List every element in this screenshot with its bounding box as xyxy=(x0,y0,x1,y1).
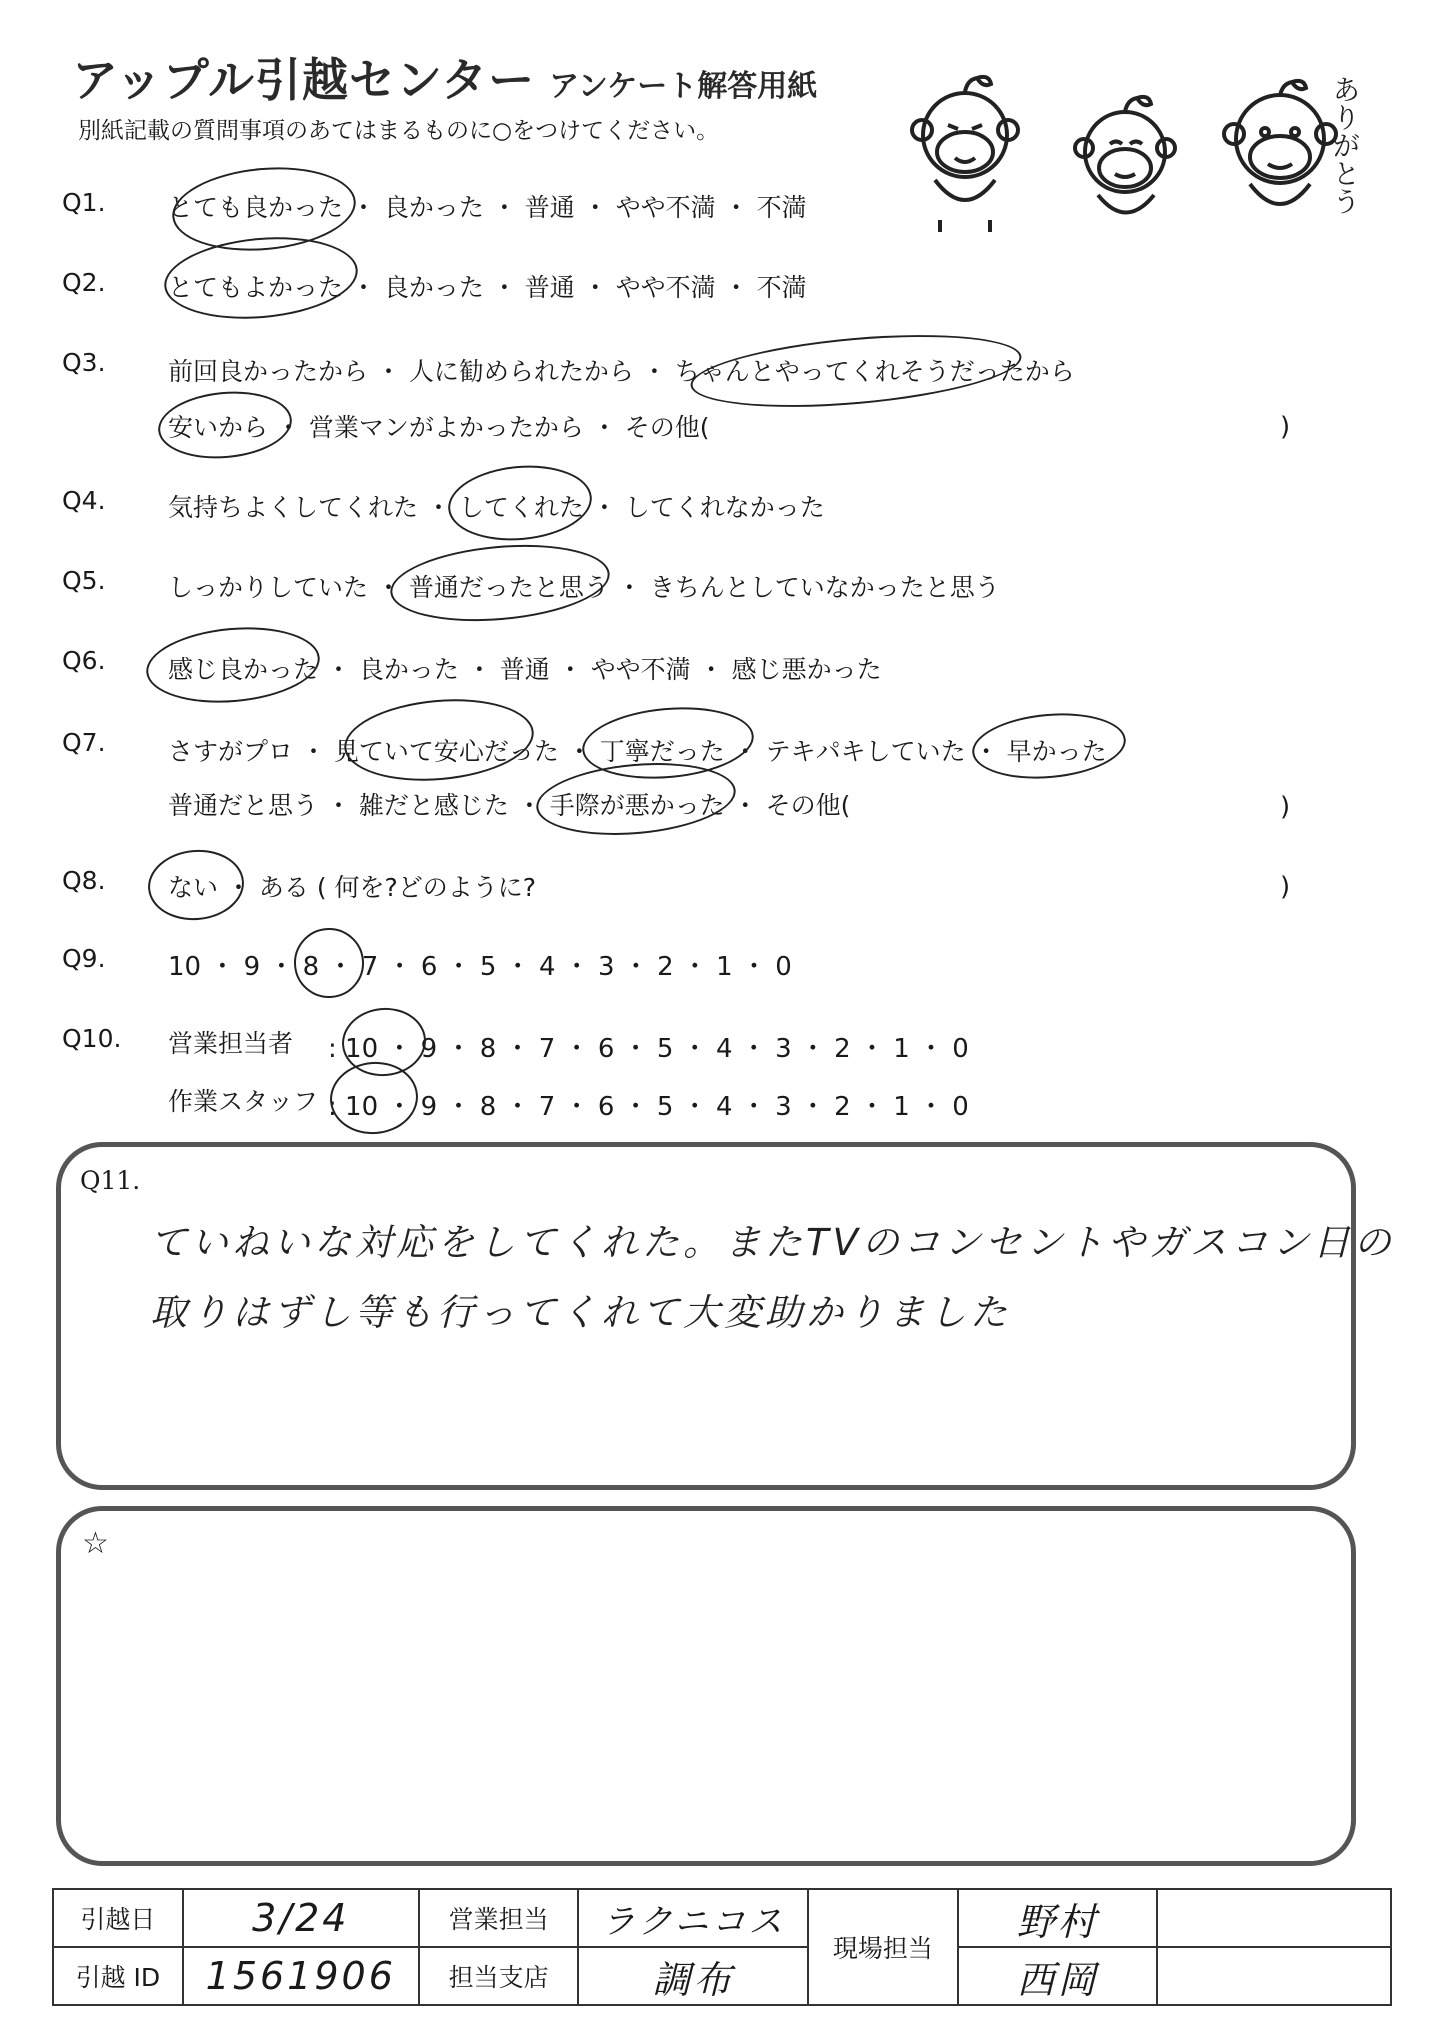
move-id-label: 引越 ID xyxy=(53,1947,183,2005)
move-date-value: 3/24 xyxy=(183,1889,419,1947)
q3-options-line2: 安いから ・ 営業マンがよかったから ・ その他( xyxy=(168,413,710,442)
q4-label: Q4. xyxy=(62,486,106,515)
site-rep-value-1: 野村 xyxy=(958,1889,1158,1947)
q9-answer-circle xyxy=(291,925,367,1001)
q5-label: Q5. xyxy=(62,566,106,595)
move-date-label: 引越日 xyxy=(53,1889,183,1947)
q9-label: Q9. xyxy=(62,944,106,973)
q2-answer-circle xyxy=(161,230,361,327)
empty-cell-1 xyxy=(1157,1889,1391,1947)
form-subtitle: アンケート解答用紙 xyxy=(549,69,818,104)
q10-sales-label: 営業担当者 xyxy=(168,1029,294,1058)
company-name: アップル引越センター xyxy=(72,53,536,107)
q7-answer-circle-4 xyxy=(533,755,738,842)
form-title xyxy=(72,44,817,110)
q11-label: Q11. xyxy=(80,1166,141,1195)
q7-options-line1: さすがプロ ・ 見ていて安心だった ・ 丁寧だった ・ テキパキしていた ・ 早かった xyxy=(168,737,1107,766)
q4-options: 気持ちよくしてくれた ・ してくれた ・ してくれなかった xyxy=(168,493,825,522)
instruction-text: 別紙記載の質問事項のあてはまるものに○をつけてください。 xyxy=(78,118,720,144)
q10-staff-scale: : 10 ・ 9 ・ 8 ・ 7 ・ 6 ・ 5 ・ 4 ・ 3 ・ 2 ・ 1 ・ 0 xyxy=(328,1092,969,1122)
q3-label: Q3. xyxy=(62,348,106,377)
mascot-caption: ありがとう xyxy=(1328,75,1362,215)
q6-options: 感じ良かった ・ 良かった ・ 普通 ・ やや不満 ・ 感じ悪かった xyxy=(168,655,882,684)
mascot-right xyxy=(1224,81,1336,204)
q8-options: ない ・ ある ( 何を?どのように? xyxy=(168,873,537,902)
q11-answer-line2: 取りはずし等も行ってくれて大変助かりました xyxy=(150,1291,1011,1334)
mascot-center xyxy=(1075,97,1175,213)
q5-options: しっかりしていた ・ 普通だったと思う ・ きちんとしていなかったと思う xyxy=(168,573,1000,602)
sales-rep-label: 営業担当 xyxy=(419,1889,579,1947)
empty-cell-2 xyxy=(1157,1947,1391,2005)
q11-answer-line1: ていねいな対応をしてくれた。またTVのコンセントやガスコン日の xyxy=(150,1221,1395,1264)
q5-answer-circle xyxy=(387,537,613,630)
q10-sales-scale: : 10 ・ 9 ・ 8 ・ 7 ・ 6 ・ 5 ・ 4 ・ 3 ・ 2 ・ 1 ・ 0 xyxy=(328,1034,969,1064)
q3-answer-circle-2 xyxy=(155,386,294,463)
monkey-mascots-illustration xyxy=(890,60,1370,235)
q2-options: とてもよかった ・ 良かった ・ 普通 ・ やや不満 ・ 不満 xyxy=(168,273,807,302)
branch-value: 調布 xyxy=(578,1947,808,2005)
sales-rep-value: ラクニコス xyxy=(578,1889,808,1947)
site-rep-value-2: 西岡 xyxy=(958,1947,1158,2005)
q10-staff-answer-circle xyxy=(327,1058,421,1137)
q3-answer-circle-1 xyxy=(688,324,1024,419)
q1-options: とても良かった ・ 良かった ・ 普通 ・ やや不満 ・ 不満 xyxy=(168,193,807,222)
q1-label: Q1. xyxy=(62,188,106,217)
q10-label: Q10. xyxy=(62,1024,122,1053)
q6-answer-circle xyxy=(143,621,323,710)
q7-answer-circle-3 xyxy=(970,707,1129,784)
q9-scale: 10 ・ 9 ・ 8 ・ 7 ・ 6 ・ 5 ・ 4 ・ 3 ・ 2 ・ 1 ・ 0 xyxy=(168,952,792,982)
branch-label: 担当支店 xyxy=(419,1947,579,2005)
q2-label: Q2. xyxy=(62,268,106,297)
q8-answer-circle xyxy=(145,846,247,924)
move-id-value: 1561906 xyxy=(183,1947,419,2005)
free-comment-box xyxy=(56,1506,1356,1866)
q10-staff-label: 作業スタッフ xyxy=(168,1087,319,1116)
q6-label: Q6. xyxy=(62,646,106,675)
q8-label: Q8. xyxy=(62,866,106,895)
site-rep-label: 現場担当 xyxy=(808,1889,958,2005)
q7-label: Q7. xyxy=(62,728,106,757)
q7-close-paren: ) xyxy=(1280,792,1291,822)
mascot-left xyxy=(912,77,1018,232)
q4-answer-circle xyxy=(445,460,595,546)
q7-options-line2: 普通だと思う ・ 雑だと感じた ・ 手際が悪かった ・ その他( xyxy=(168,791,851,820)
q3-close-paren: ) xyxy=(1280,412,1291,442)
star-icon: ☆ xyxy=(82,1526,109,1561)
q8-close-paren: ) xyxy=(1280,872,1291,902)
move-info-table xyxy=(52,1888,1392,2006)
q3-options-line1: 前回良かったから ・ 人に勧められたから ・ ちゃんとやってくれそうだったから xyxy=(168,357,1075,386)
q7-answer-circle-1 xyxy=(341,692,537,788)
